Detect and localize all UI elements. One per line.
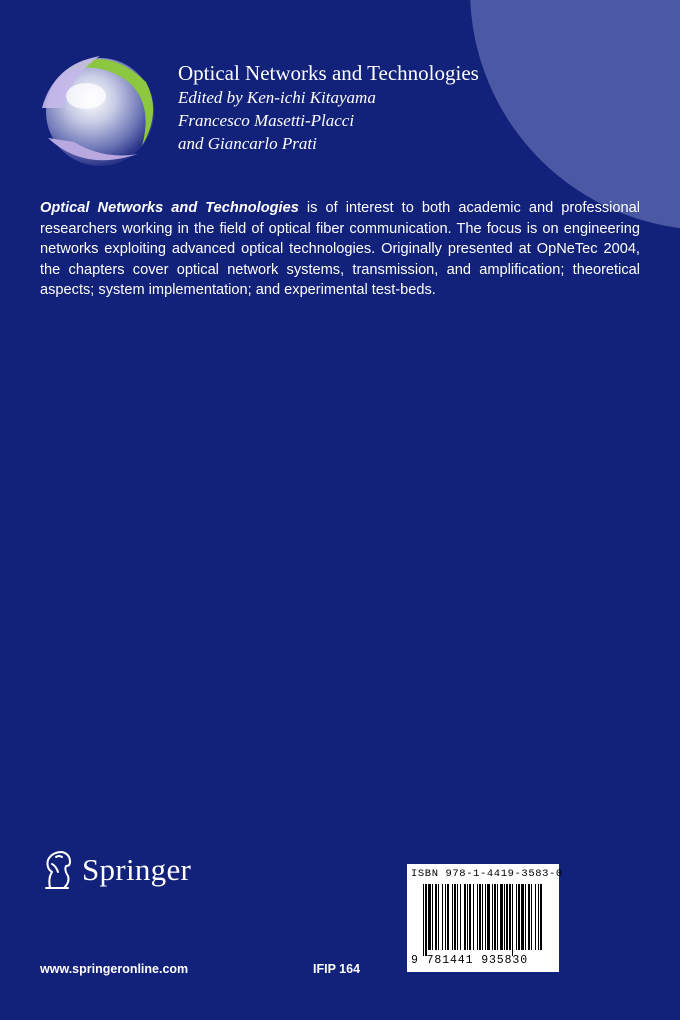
barcode-bar	[540, 884, 542, 950]
barcode-bar	[509, 884, 511, 950]
book-title: Optical Networks and Technologies	[178, 61, 479, 85]
barcode-bar	[512, 884, 513, 956]
barcode-bar	[438, 884, 439, 950]
barcode-bar	[425, 884, 427, 956]
corner-circle-decoration	[470, 0, 680, 230]
barcode-bar	[506, 884, 508, 950]
barcode-bar	[473, 884, 474, 950]
editor-line-2: Francesco Masetti-Placci	[178, 111, 355, 130]
barcode-bars	[423, 884, 545, 956]
barcode-bar	[457, 884, 458, 950]
title-block	[178, 60, 479, 155]
barcode-bar	[535, 884, 536, 950]
blurb-paragraph	[40, 198, 640, 301]
barcode-bar	[482, 884, 483, 950]
barcode-bar	[504, 884, 505, 950]
springer-logo	[38, 848, 218, 894]
barcode-bar	[460, 884, 461, 950]
publisher-website: www.springeronline.com	[40, 962, 189, 976]
barcode-bar	[521, 884, 524, 950]
barcode-bar	[497, 884, 498, 950]
barcode-bar	[452, 884, 453, 950]
barcode-bar	[454, 884, 456, 950]
barcode-bar	[492, 884, 493, 950]
barcode-bar	[516, 884, 517, 950]
barcode-bar	[445, 884, 446, 950]
barcode-bar	[531, 884, 532, 950]
barcode-bar	[500, 884, 503, 950]
publisher-name: Springer	[82, 852, 192, 887]
barcode-box	[407, 864, 563, 972]
barcode-bar	[423, 884, 424, 956]
isbn-label: ISBN 978-1-4419-3583-0	[411, 868, 563, 880]
barcode-bar	[428, 884, 431, 950]
blurb-emphasis: Optical Networks and Technologies	[40, 200, 299, 216]
barcode-bar	[485, 884, 486, 950]
barcode-bar	[435, 884, 437, 950]
series-number: IFIP 164	[313, 962, 361, 976]
editor-line-3: and Giancarlo Prati	[178, 134, 317, 153]
barcode-bar	[479, 884, 481, 950]
barcode-bar	[464, 884, 466, 950]
sphere-logo-icon	[34, 42, 166, 182]
barcode-bar	[494, 884, 496, 950]
barcode-bar	[447, 884, 449, 950]
barcode-bar	[477, 884, 478, 950]
barcode-bar	[432, 884, 433, 950]
editor-line-1: Edited by Ken-ichi Kitayama	[178, 88, 376, 107]
ean-digits: 9 781441 935830	[411, 954, 529, 967]
barcode-bar	[487, 884, 490, 950]
barcode-bar	[518, 884, 520, 950]
blurb-text: is of interest to both academic and professional researchers working in the field of optical fiber communication. The focus is on engineering networks exploiting advanced optical technologies. Originally presented at OpNeTec 2004, the chapters cover optical network systems, transmission, and amplification; theoretical aspects; system implementation; and experimental test-beds.	[40, 200, 640, 298]
barcode-bar	[538, 884, 539, 950]
barcode-bar	[442, 884, 443, 950]
springer-horse-icon	[38, 848, 78, 892]
barcode-bar	[528, 884, 530, 950]
barcode-bar	[525, 884, 526, 950]
barcode-bar	[469, 884, 471, 950]
barcode-bar	[467, 884, 468, 950]
